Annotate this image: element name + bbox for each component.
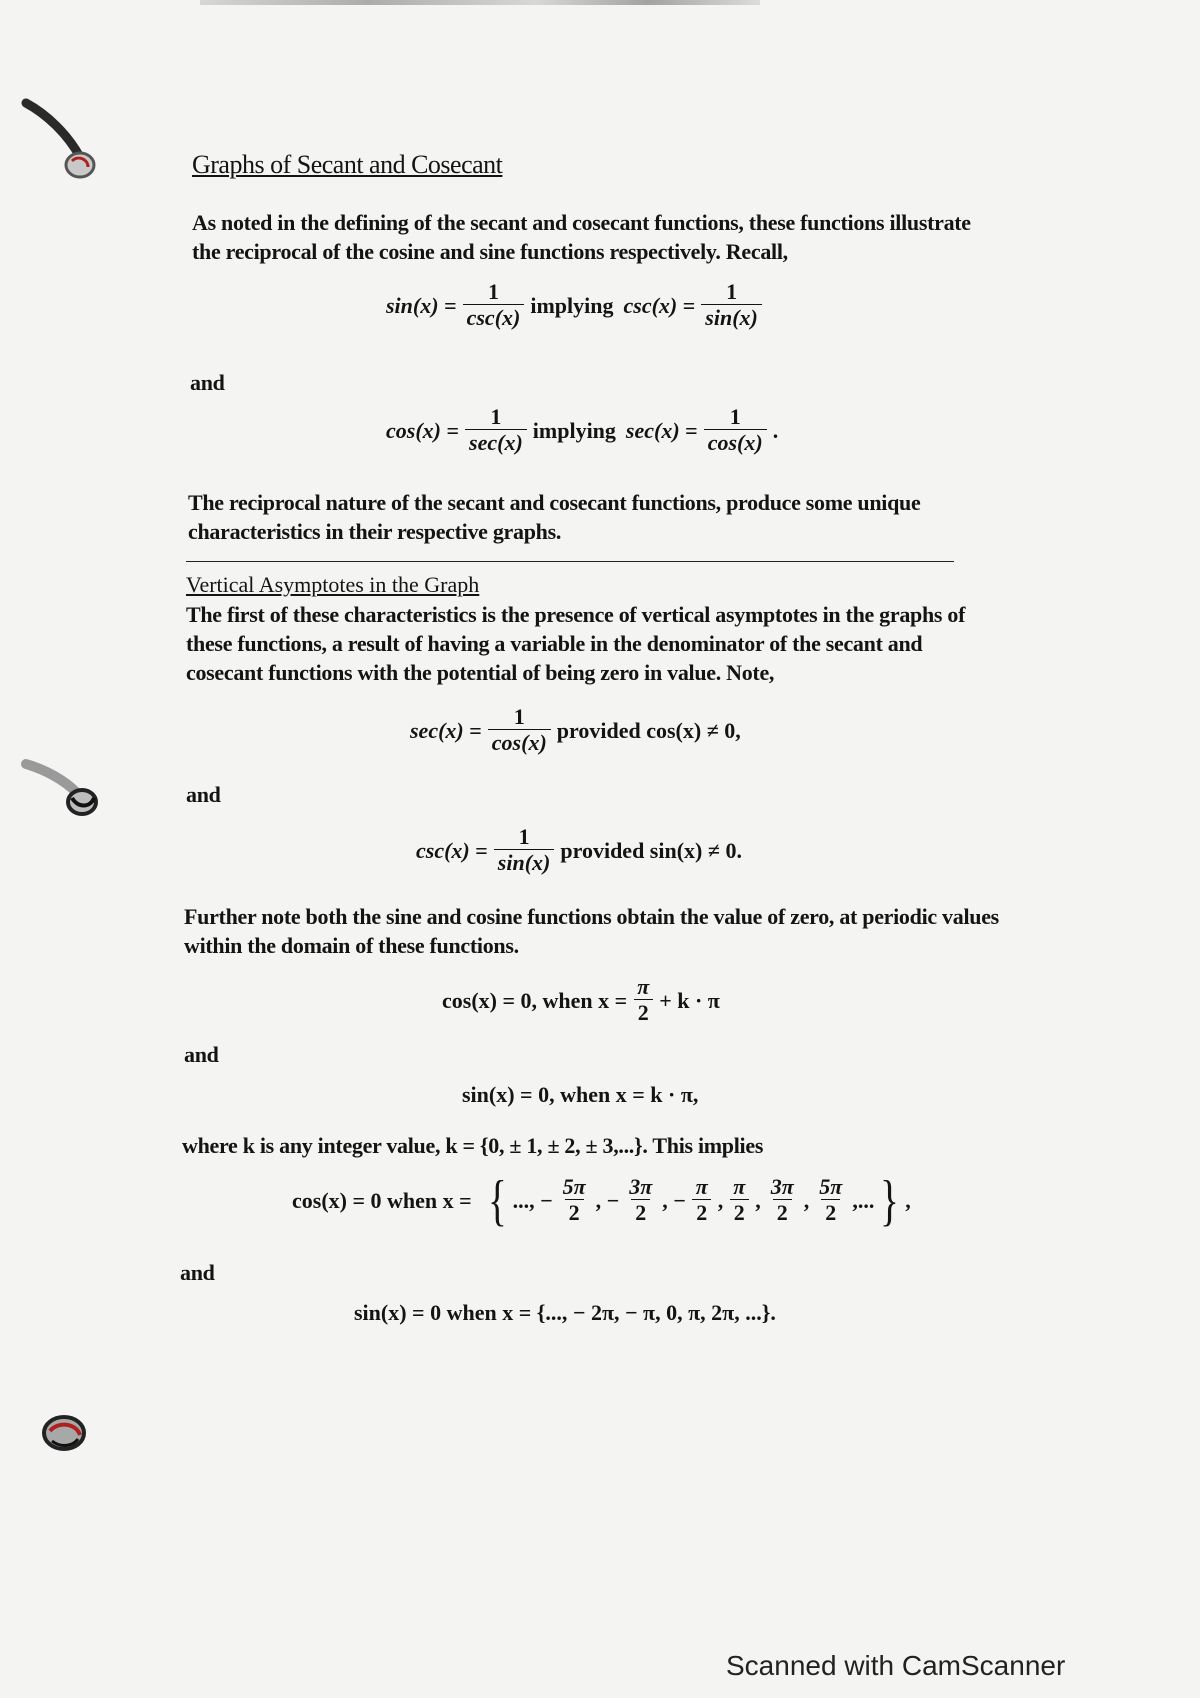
set-fraction: $\frac{3\pi}{2}$: [629, 1174, 653, 1225]
equation-sec-condition: sec(x) = $\frac{1}{\cos(x)}$ provided cos(x) ≠ 0,: [410, 704, 741, 755]
binder-ring-icon: [18, 1395, 108, 1485]
intro-paragraph: As noted in the defining of the secant and cosecant functions, these functions illustrate the reciprocal of the cosine and sine functions respectively. Recall,: [192, 210, 971, 264]
eq-lhs: csc(x): [416, 837, 470, 863]
set-separator: , −: [662, 1187, 686, 1213]
and-label: and: [184, 1042, 219, 1067]
section-divider: [186, 561, 954, 562]
eq-lhs: cos(x): [386, 417, 441, 443]
eq-rhs: sec(x): [625, 417, 680, 443]
equation-cos-sec: cos(x) = $\frac{1}{\sec(x)}$ implying sec(x) = $\frac{1}{\cos(x)}$ .: [386, 404, 779, 455]
equation-cos-zero-set: cos(x) = 0 when x = { ..., − $\frac{5\pi}{2}$ , − $\frac{3\pi}{2}$ , − $\frac{\pi}{2}$ , $\frac{\pi}{2}$ , $\frac{3\pi}{2}$ , $\frac{5\pi}{2}$ ,... } ,: [292, 1169, 911, 1232]
set-separator: ..., −: [512, 1187, 553, 1213]
fraction: $\frac{1}{\cos(x)}$: [488, 705, 551, 756]
eq-lhs: sec(x): [410, 717, 464, 743]
fraction: $\frac{1}{\sec(x)}$: [465, 405, 527, 456]
set-items: [513, 1175, 853, 1226]
fraction: $\frac{\pi}{2}$: [633, 975, 653, 1026]
fraction: $\frac{1}{\csc(x)}$: [463, 280, 525, 331]
fraction: $\frac{1}{\cos(x)}$: [704, 405, 767, 456]
set-fraction: $\frac{5\pi}{2}$: [819, 1174, 843, 1225]
equation-cos-zero: cos(x) = 0, when x = $\frac{\pi}{2}$ + k · π: [442, 974, 720, 1025]
set-separator: ,: [755, 1187, 761, 1213]
eq-rhs: csc(x): [623, 292, 678, 318]
equation-csc-condition: csc(x) = $\frac{1}{\sin(x)}$ provided sin(x) ≠ 0.: [416, 824, 742, 875]
set-separator: ,: [803, 1187, 810, 1213]
and-label: and: [190, 370, 225, 395]
binder-ring-icon: [18, 95, 108, 185]
fraction: $\frac{1}{\sin(x)}$: [494, 825, 555, 876]
eq-lhs: sin(x): [386, 292, 439, 318]
set-separator: ,: [717, 1187, 724, 1213]
set-fraction: $\frac{\pi}{2}$: [729, 1175, 749, 1226]
eq-condition: provided cos(x) ≠ 0,: [556, 717, 741, 743]
set-separator: , −: [595, 1187, 620, 1213]
eq-connector: implying: [530, 292, 614, 318]
section-title: Vertical Asymptotes in the Graph: [186, 572, 480, 597]
binder-ring-icon: [18, 752, 108, 842]
asymptote-paragraph: The first of these characteristics is the presence of vertical asymptotes in the graphs of these functions, a result of having a variable in the denominator of the secant and cosecant functions with the potential of being zero in value. Note,: [186, 602, 966, 685]
set-fraction: $\frac{5\pi}{2}$: [562, 1174, 586, 1225]
fraction: $\frac{1}{\sin(x)}$: [701, 280, 762, 331]
set-fraction: $\frac{\pi}{2}$: [692, 1175, 712, 1226]
equation-sin-zero: sin(x) = 0, when x = k · π,: [462, 1082, 699, 1107]
and-label: and: [180, 1260, 215, 1285]
scan-top-edge: [200, 0, 760, 5]
reciprocal-paragraph: The reciprocal nature of the secant and cosecant functions, produce some unique characteristics in their respective graphs.: [188, 490, 921, 544]
further-paragraph: Further note both the sine and cosine functions obtain the value of zero, at periodic values within the domain of these functions.: [184, 904, 999, 958]
scanner-watermark: Scanned with CamScanner: [726, 1650, 1066, 1681]
equation-sin-zero-set: sin(x) = 0 when x = {..., − 2π, − π, 0, π, 2π, ...}.: [354, 1300, 776, 1325]
set-fraction: $\frac{3\pi}{2}$: [770, 1174, 794, 1225]
eq-condition: provided sin(x) ≠ 0.: [560, 837, 742, 863]
where-paragraph: where k is any integer value, k = {0, ± 1, ± 2, ± 3,...}. This implies: [182, 1133, 764, 1158]
and-label: and: [186, 782, 221, 807]
page-title: Graphs of Secant and Cosecant: [192, 150, 503, 179]
eq-connector: implying: [532, 417, 616, 443]
equation-sin-csc: sin(x) = $\frac{1}{\csc(x)}$ implying csc(x) = $\frac{1}{\sin(x)}$: [386, 280, 768, 331]
